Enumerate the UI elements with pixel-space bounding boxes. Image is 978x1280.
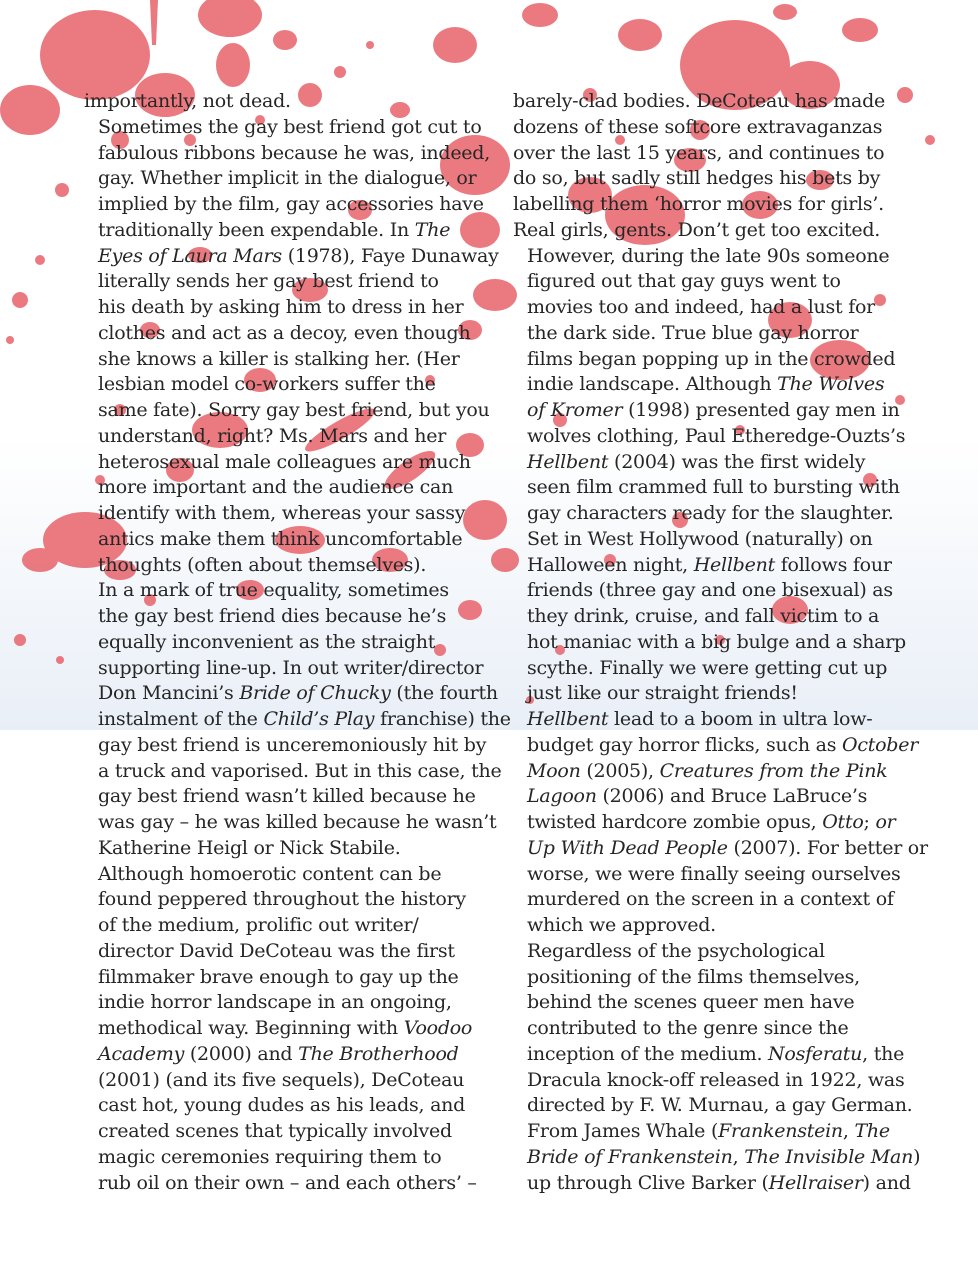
text-line [513, 475, 903, 501]
text-run: ) and [862, 1171, 911, 1194]
text-line [513, 321, 903, 347]
text-run: budget gay horror flicks, such as [527, 733, 843, 756]
text-run: positioning of the films themselves, [527, 965, 860, 988]
italic-title: Voodoo [403, 1017, 473, 1039]
text-line [513, 990, 903, 1016]
text-line [84, 784, 476, 810]
paragraph [84, 89, 466, 115]
text-run: (2001) (and its five sequels), DeCoteau [98, 1068, 465, 1091]
text-line [84, 372, 466, 398]
text-line [513, 501, 903, 527]
paragraph [513, 939, 921, 1197]
text-run: gay best friend wasn’t killed because he [98, 785, 476, 808]
text-run: created scenes that typically involved [98, 1120, 452, 1142]
text-run: magic ceremonies requiring them to [98, 1145, 442, 1168]
text-run: movies too and indeed, had a lust for [527, 296, 876, 318]
text-run: directed by F. W. Murnau, a gay German. [527, 1094, 913, 1117]
italic-title: Child’s Play [263, 708, 375, 730]
text-line [84, 1016, 473, 1042]
text-run: inception of the medium. [527, 1042, 769, 1065]
text-line [84, 990, 466, 1016]
text-line [513, 295, 903, 321]
text-run: twisted hardcore zombie opus, [527, 811, 823, 833]
text-line [84, 862, 466, 888]
text-line [84, 166, 477, 192]
italic-title: Otto [822, 811, 864, 833]
text-line [513, 141, 903, 167]
italic-title: Eyes of Laura Mars [98, 244, 282, 267]
text-run: implied by the film, gay accessories have [98, 193, 484, 215]
text-run: she knows a killer is stalking her. (Her [98, 347, 460, 370]
text-line [84, 424, 466, 450]
text-run: Sometimes the gay best friend got cut to [98, 115, 482, 138]
text-run: worse, we were finally seeing ourselves [527, 862, 901, 885]
text-line [84, 269, 466, 295]
text-line [513, 862, 903, 888]
text-run: equally inconvenient as the straight [98, 630, 436, 653]
italic-title: The [414, 218, 451, 241]
italic-title: Hellbent [693, 553, 775, 576]
text-line [84, 89, 466, 115]
text-line [84, 527, 466, 553]
text-line [84, 1119, 466, 1145]
text-line [513, 630, 906, 656]
text-run: traditionally been expendable. In [98, 218, 415, 241]
italic-title: Hellbent [527, 450, 609, 473]
italic-title: Bride of Chucky [239, 682, 391, 705]
text-run: contributed to the genre since the [527, 1017, 849, 1039]
text-line [513, 810, 903, 836]
text-line [513, 784, 903, 810]
text-run: the gay best friend dies because he’s [98, 605, 447, 627]
text-line [513, 1016, 903, 1042]
text-run: franchise) the [374, 708, 511, 730]
text-run: director David DeCoteau was the first [98, 939, 455, 962]
paragraph [84, 578, 511, 861]
text-line [513, 887, 903, 913]
text-line [84, 192, 484, 218]
text-line [84, 939, 466, 965]
text-line [513, 218, 903, 244]
text-line [84, 810, 497, 836]
italic-title: Creatures from the Pink [659, 759, 888, 782]
text-line [84, 1093, 466, 1119]
text-run: methodical way. Beginning with [98, 1017, 404, 1039]
text-line [513, 939, 903, 965]
text-run: (2006) and Bruce LaBruce’s [596, 785, 868, 808]
text-line [84, 707, 511, 733]
text-run: From James Whale ( [527, 1120, 719, 1142]
text-line [513, 424, 906, 450]
text-line [513, 450, 903, 476]
text-line [84, 450, 471, 476]
text-run: found peppered throughout the history [98, 888, 466, 911]
text-line [513, 759, 903, 785]
text-line [513, 836, 928, 862]
text-run: labelling them ‘horror movies for girls’. [513, 193, 884, 215]
text-run: which we approved. [527, 914, 716, 936]
italic-title: The Invisible Man [744, 1145, 914, 1168]
text-run: the dark side. True blue gay horror [527, 321, 859, 344]
text-run: ) [913, 1145, 921, 1168]
text-run: same fate). Sorry gay best friend, but you [98, 399, 490, 421]
text-line [84, 475, 466, 501]
text-line [84, 553, 466, 579]
text-run: films began popping up in the crowded [527, 347, 896, 370]
text-line [84, 656, 484, 682]
text-run: friends (three gay and one bisexual) as [527, 579, 893, 602]
text-run: (2004) was the first widely [608, 450, 866, 473]
text-run: Katherine Heigl or Nick Stabile. [98, 836, 401, 859]
text-run: just like our straight friends! [527, 682, 798, 705]
text-line [84, 398, 490, 424]
text-line [513, 1171, 911, 1197]
text-line [84, 1171, 477, 1197]
italic-title: Lagoon [527, 785, 597, 808]
text-run: fabulous ribbons because he was, indeed, [98, 141, 491, 164]
text-line [84, 578, 466, 604]
text-run: Halloween night, [527, 553, 694, 576]
text-line [84, 115, 482, 141]
text-line [84, 244, 499, 270]
text-line [513, 604, 903, 630]
italic-title: The Wolves [777, 373, 885, 396]
italic-title: Moon [527, 759, 581, 782]
text-run: , [842, 1120, 855, 1142]
text-run: lead to a boom in ultra low- [608, 708, 873, 730]
text-run: Regardless of the psychological [527, 939, 825, 962]
text-line [513, 578, 903, 604]
text-run: filmmaker brave enough to gay up the [98, 965, 459, 988]
text-line [84, 347, 466, 373]
text-run: of the medium, prolific out writer/ [98, 914, 419, 936]
article-column-right [513, 89, 928, 1196]
text-run: , [732, 1145, 745, 1168]
text-run: However, during the late 90s someone [527, 244, 890, 267]
text-run: (1978), Faye Dunaway [281, 244, 499, 267]
text-line [513, 1042, 903, 1068]
text-run: a truck and vaporised. But in this case, the [98, 759, 502, 782]
text-run: gay. Whether implicit in the dialogue, or [98, 167, 477, 190]
text-line [84, 836, 466, 862]
text-line [513, 553, 903, 579]
text-line [84, 321, 471, 347]
paragraph [513, 89, 903, 244]
text-run: wolves clothing, Paul Etheredge-Ouzts’s [527, 424, 906, 447]
text-line [513, 347, 903, 373]
text-line [513, 166, 903, 192]
text-line [513, 269, 903, 295]
text-run: (2005), [580, 759, 660, 782]
text-line [84, 604, 466, 630]
text-run: dozens of these softcore extravaganzas [513, 115, 883, 138]
text-run: Don Mancini’s [98, 682, 240, 705]
text-run: (1998) presented gay men in [622, 399, 900, 421]
text-line [513, 527, 903, 553]
text-line [513, 656, 903, 682]
article-column-left [84, 89, 511, 1196]
paragraph [84, 115, 499, 579]
text-run: seen film crammed full to bursting with [527, 476, 900, 499]
text-line [513, 707, 903, 733]
text-run: heterosexual male colleagues are much [98, 450, 471, 473]
text-run: supporting line-up. In out writer/director [98, 656, 484, 679]
italic-title: October [842, 733, 919, 756]
italic-title: Up With Dead People [527, 836, 728, 859]
text-run: Although homoerotic content can be [98, 862, 442, 885]
text-line [513, 1119, 903, 1145]
italic-title: or [875, 811, 896, 833]
italic-title: Frankenstein [718, 1120, 843, 1142]
italic-title: Academy [98, 1042, 185, 1065]
text-line [84, 965, 466, 991]
text-run: clothes and act as a decoy, even though [98, 321, 471, 344]
text-line [84, 1042, 466, 1068]
paragraph [84, 862, 477, 1197]
text-line [513, 372, 903, 398]
text-run: gay best friend is unceremoniously hit by [98, 733, 487, 756]
text-line [84, 759, 502, 785]
text-line [513, 1145, 921, 1171]
text-run: understand, right? Ms. Mars and her [98, 424, 447, 447]
paragraph [513, 707, 928, 939]
text-line [513, 244, 903, 270]
text-run: (the fourth [390, 682, 498, 705]
text-line [513, 681, 903, 707]
text-run: literally sends her gay best friend to [98, 270, 439, 293]
text-run: scythe. Finally we were getting cut up [527, 656, 888, 679]
text-line [84, 218, 466, 244]
text-run: (2007). For better or [727, 836, 928, 859]
text-line [84, 733, 487, 759]
text-run: his death by asking him to dress in her [98, 296, 464, 318]
text-run: cast hot, young dudes as his leads, and [98, 1094, 466, 1117]
paragraph [513, 244, 906, 708]
text-run: over the last 15 years, and continues to [513, 141, 885, 164]
text-run: figured out that gay guys went to [527, 270, 841, 293]
text-run: instalment of the [98, 708, 264, 730]
text-run: , the [862, 1042, 905, 1065]
italic-title: of Kromer [527, 399, 623, 421]
text-run: In a mark of true equality, sometimes [98, 579, 449, 602]
italic-title: Hellraiser [768, 1171, 863, 1194]
italic-title: Bride of Frankenstein [527, 1145, 733, 1168]
text-line [84, 141, 491, 167]
text-run: identify with them, whereas your sassy [98, 502, 466, 524]
text-line [84, 295, 466, 321]
text-line [84, 887, 466, 913]
text-run: behind the scenes queer men have [527, 991, 855, 1014]
text-line [513, 1068, 903, 1094]
italic-title: The [854, 1120, 890, 1142]
text-line [513, 89, 903, 115]
text-line [513, 913, 903, 939]
text-run: they drink, cruise, and fall victim to a [527, 605, 880, 627]
text-line [513, 733, 919, 759]
text-line [84, 630, 466, 656]
text-run: Dracula knock-off released in 1922, was [527, 1068, 905, 1091]
text-run: do so, but sadly still hedges his bets by [513, 167, 881, 190]
text-line [513, 1093, 913, 1119]
text-run: murdered on the screen in a context of [527, 888, 894, 911]
text-run: ; [863, 811, 876, 833]
text-run: Set in West Hollywood (naturally) on [527, 527, 873, 550]
text-line [84, 1068, 466, 1094]
text-run: follows four [774, 553, 892, 576]
text-line [84, 681, 498, 707]
text-line [513, 398, 903, 424]
text-line [84, 501, 466, 527]
text-run: indie landscape. Although [527, 373, 778, 396]
text-line [84, 913, 466, 939]
italic-title: Hellbent [527, 708, 609, 730]
text-run: importantly, not dead. [84, 90, 291, 112]
text-run: up through Clive Barker ( [527, 1171, 769, 1194]
text-line [513, 115, 903, 141]
text-run: lesbian model co-workers suffer the [98, 373, 436, 396]
text-run: more important and the audience can [98, 476, 454, 499]
text-run: (2000) and [184, 1042, 299, 1065]
text-run: rub oil on their own – and each others’ – [98, 1171, 477, 1194]
text-run: thoughts (often about themselves). [98, 553, 427, 576]
text-line [84, 1145, 466, 1171]
text-run: was gay – he was killed because he wasn’t [98, 811, 497, 833]
text-run: indie horror landscape in an ongoing, [98, 991, 452, 1014]
text-run: gay characters ready for the slaughter. [527, 502, 894, 524]
italic-title: Nosferatu [768, 1042, 863, 1065]
text-run: antics make them think uncomfortable [98, 527, 463, 550]
italic-title: The Brotherhood [298, 1042, 459, 1065]
text-run: Real girls, gents. Don’t get too excited. [513, 218, 881, 241]
text-run: hot maniac with a big bulge and a sharp [527, 630, 906, 653]
text-run: barely-clad bodies. DeCoteau has made [513, 90, 886, 112]
text-line [513, 965, 903, 991]
text-line [513, 192, 903, 218]
